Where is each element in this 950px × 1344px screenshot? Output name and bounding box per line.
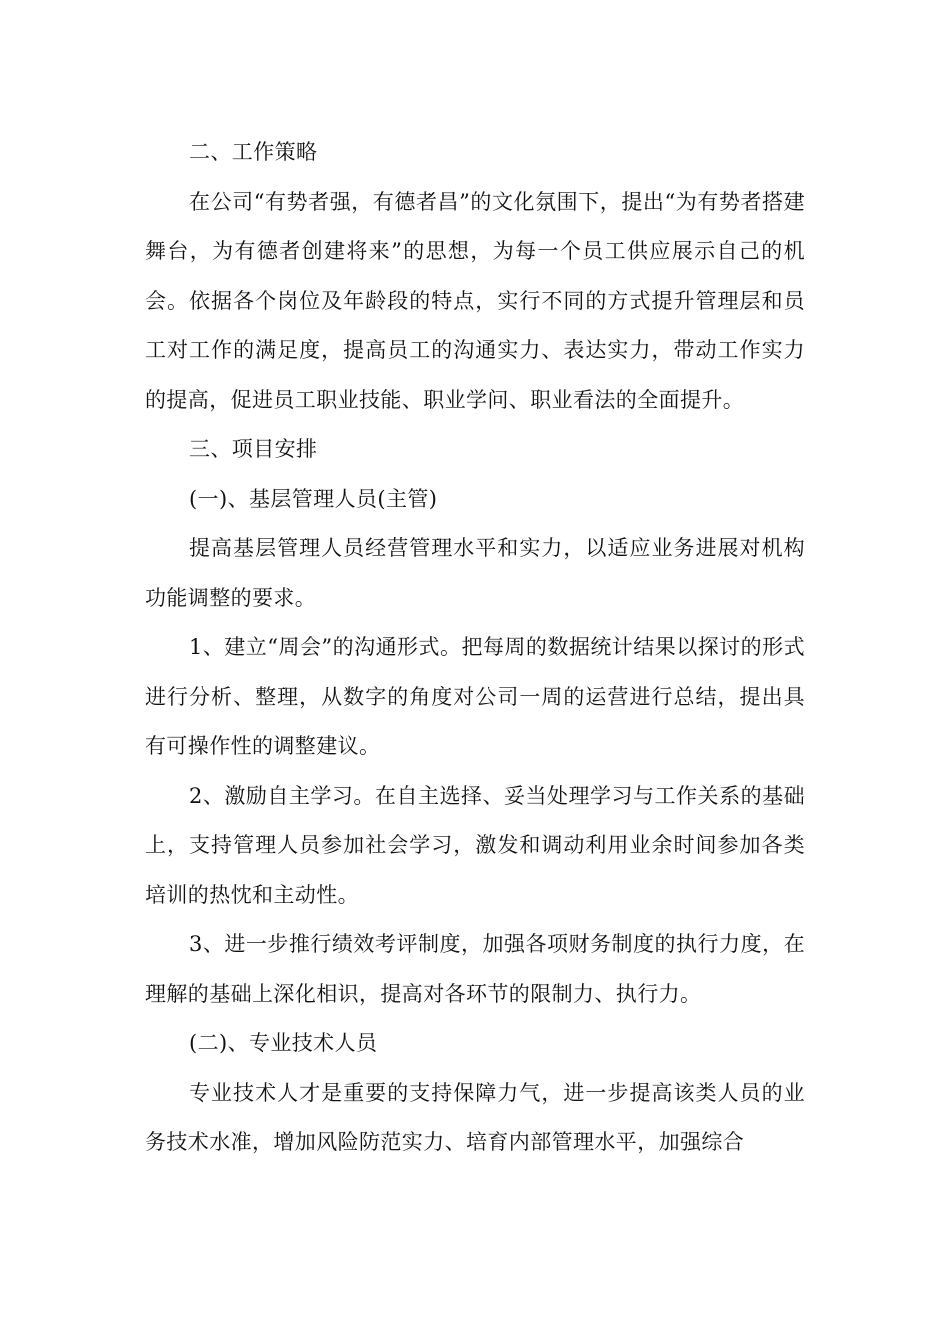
body-paragraph: 提高基层管理人员经营管理水平和实力，以适应业务进展对机构功能调整的要求。 (145, 536, 805, 610)
body-paragraph: 在公司“有势者强，有德者昌”的文化氛围下，提出“为有势者搭建舞台，为有德者创建将来”的思想，为每一个员工供应展示自己的机会。依据各个岗位及年龄段的特点，实行不同的方式提升管理层和员工对工作的满足度，提高员工的沟通实力、表达实力，带动工作实力的提高，促进员工职业技能、职业学问、职业看法的全面提升。 (145, 189, 805, 412)
subsection-heading-managers: (一)、基层管理人员(主管) (189, 486, 438, 511)
list-item-paragraph: 2、激励自主学习。在自主选择、妥当处理学习与工作关系的基础上，支持管理人员参加社会学习，激发和调动利用业余时间参加各类培训的热忱和主动性。 (145, 783, 805, 907)
document-page (145, 128, 805, 1168)
list-item-paragraph: 1、建立“周会”的沟通形式。把每周的数据统计结果以探讨的形式进行分析、整理，从数字的角度对公司一周的运营进行总结，提出具有可操作性的调整建议。 (145, 635, 805, 758)
list-item-paragraph: 3、进一步推行绩效考评制度，加强各项财务制度的执行力度，在理解的基础上深化相识，提高对各环节的限制力、执行力。 (145, 932, 805, 1006)
section-heading-projects: 三、项目安排 (189, 437, 318, 461)
body-paragraph: 专业技术人才是重要的支持保障力气，进一步提高该类人员的业务技术水准，增加风险防范实力、培育内部管理水平，加强综合 (145, 1080, 805, 1154)
section-heading-strategy: 二、工作策略 (189, 140, 318, 164)
subsection-heading-technical: (二)、专业技术人员 (189, 1031, 378, 1055)
